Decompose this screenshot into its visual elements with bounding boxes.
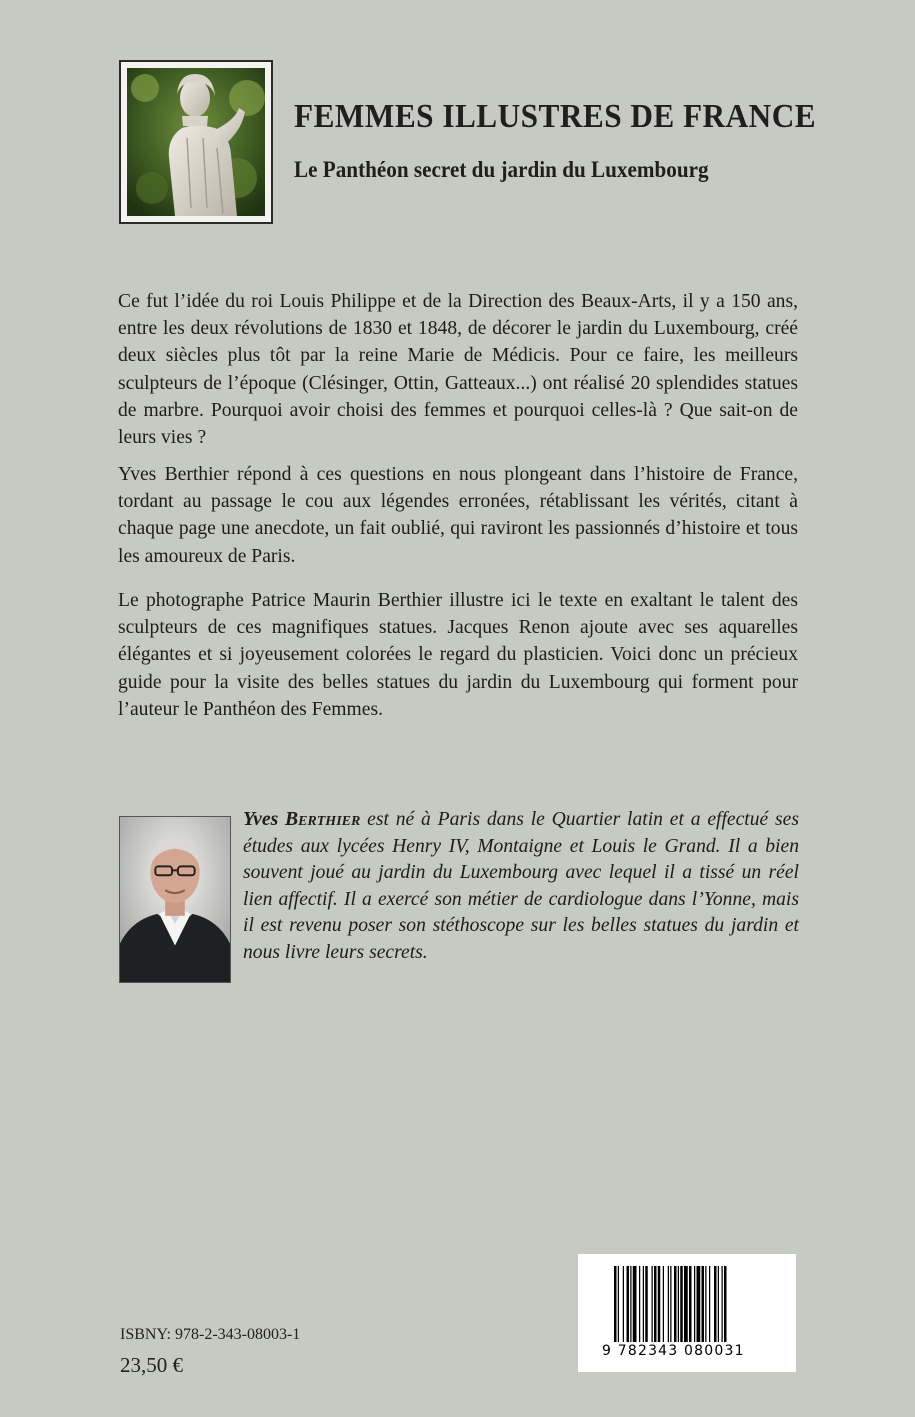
barcode-bar — [694, 1266, 695, 1342]
price: 23,50 € — [120, 1353, 183, 1377]
statue-photo — [119, 60, 273, 224]
barcode-bar — [684, 1266, 688, 1342]
author-last-name: Berthier — [285, 809, 361, 830]
barcode-bar — [645, 1266, 648, 1342]
barcode-bar — [709, 1266, 710, 1342]
isbn: ISBNY: 978-2-343-08003-1 — [120, 1326, 301, 1343]
summary-paragraph-3: Le photographe Patrice Maurin Berthier illustre ici le texte en exaltant le talent des sculpteurs de ces magnifiques statues. Jacques Renon ajoute avec ses aquarelles élégantes et si joyeusement colorées le regard du plasticien. Voici donc un précieux guide pour la visite des belles statues du jardin du Luxembourg qui forment pour l’auteur le Panthéon des Femmes. — [118, 590, 798, 720]
barcode-bars — [614, 1266, 762, 1342]
barcode-bar — [627, 1266, 630, 1342]
barcode-bar — [614, 1266, 617, 1342]
barcode-bar — [652, 1266, 653, 1342]
barcode-bar — [724, 1266, 727, 1342]
barcode-bar — [718, 1266, 719, 1342]
author-bio-text: est né à Paris dans le Quartier latin et a effectué ses études aux lycées Henry IV, Montaigne et Louis le Grand. Il a bien souvent joué au jardin du Luxembourg avec lequel il a tissé un réel lien affectif. Il a exercé son métier de cardiologue dans l’Yonne, mais il est revenu poser son stéthoscope sur les belles statues du jardin et nous livre leurs secrets. — [243, 809, 799, 963]
author-photo — [119, 816, 231, 983]
barcode-bar — [670, 1266, 671, 1342]
book-title: FEMMES ILLUSTRES DE FRANCE — [294, 98, 817, 135]
barcode-bar — [643, 1266, 644, 1342]
barcode-bar — [702, 1266, 705, 1342]
barcode-bar — [668, 1266, 669, 1342]
barcode-bar — [680, 1266, 683, 1342]
barcode-bar — [623, 1266, 624, 1342]
author-name — [243, 809, 360, 830]
barcode — [578, 1254, 796, 1372]
barcode-digits: 9 782343 080031 — [602, 1343, 745, 1359]
book-subtitle: Le Panthéon secret du jardin du Luxembourg — [294, 157, 709, 182]
barcode-bar — [678, 1266, 679, 1342]
statue-image — [127, 68, 265, 216]
barcode-bar — [654, 1266, 657, 1342]
barcode-bar — [705, 1266, 706, 1342]
barcode-bar — [714, 1266, 717, 1342]
summary-paragraph-1: Ce fut l’idée du roi Louis Philippe et de la Direction des Beaux-Arts, il y a 150 ans, entre les deux révolutions de 1830 et 1848, de décorer le jardin du Luxembourg, créé deux siècles plus tôt par la reine Marie de Médicis. Pour ce faire, les meilleurs sculpteurs de l’époque (Clésinger, Ottin, Gatteaux...) ont réalisé 20 splendides statues de marbre. Pourquoi avoir choisi des femmes et pourquoi celles-là ? Que sait-on de leurs vies ? — [118, 291, 798, 449]
barcode-bar — [697, 1266, 701, 1342]
author-bio — [243, 807, 799, 967]
summary-paragraph-2: Yves Berthier répond à ces questions en nous plongeant dans l’histoire de France, tordant au passage le cou aux légendes erronées, rétablissant les vérités, citant à chaque page une anecdote, un fait oublié, qui raviront les passionnés d’histoire et tous les amoureux de Paris. — [118, 464, 798, 567]
barcode-bar — [722, 1266, 723, 1342]
barcode-bar — [639, 1266, 640, 1342]
barcode-bar — [658, 1266, 661, 1342]
barcode-bar — [663, 1266, 664, 1342]
barcode-bar — [633, 1266, 637, 1342]
barcode-bar — [689, 1266, 692, 1342]
author-portrait — [120, 817, 230, 982]
author-first-name: Yves — [243, 809, 279, 830]
barcode-bar — [618, 1266, 619, 1342]
barcode-bar — [674, 1266, 677, 1342]
barcode-bar — [630, 1266, 631, 1342]
